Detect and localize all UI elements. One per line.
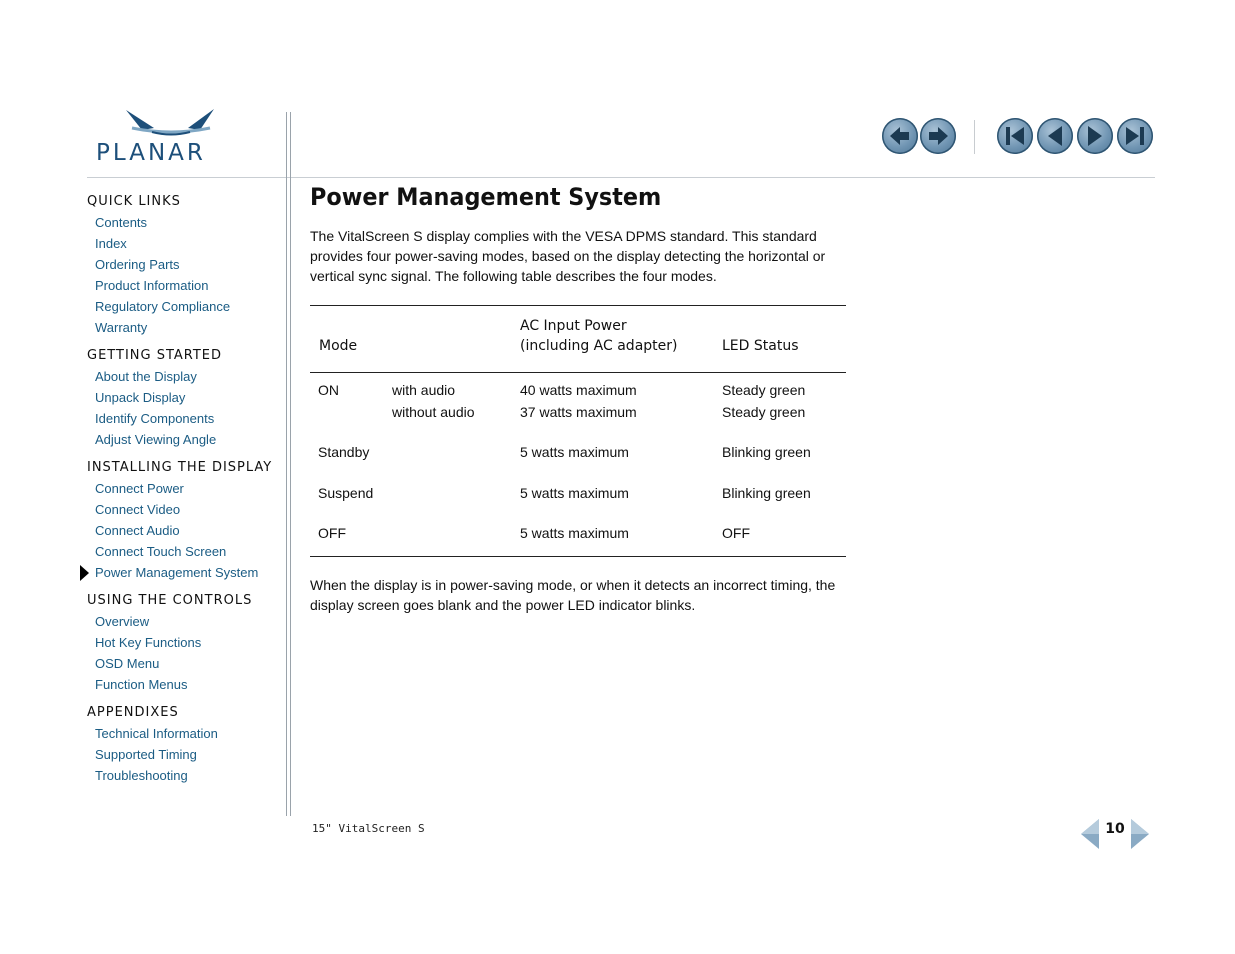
page-number: 10	[1105, 821, 1125, 837]
planar-logo-text: PLANAR	[96, 140, 206, 166]
nav-separator	[974, 120, 975, 154]
cell-led: OFF	[722, 525, 750, 541]
cell-power: 37 watts maximum	[520, 404, 637, 420]
sidebar-link-connect-video[interactable]: Connect Video	[95, 502, 181, 517]
sidebar-link-product-information[interactable]: Product Information	[95, 278, 209, 293]
sidebar-link-index[interactable]: Index	[95, 236, 127, 251]
cell-mode: ON	[318, 382, 339, 398]
sidebar-section-using-controls	[87, 591, 282, 695]
footer-next-page-button[interactable]	[1130, 818, 1150, 855]
sidebar-link-contents[interactable]: Contents	[95, 215, 148, 230]
sidebar-divider-right	[290, 112, 291, 816]
sidebar-link-unpack-display[interactable]: Unpack Display	[95, 390, 186, 405]
cell-power: 5 watts maximum	[520, 485, 629, 501]
cell-power: 5 watts maximum	[520, 525, 629, 541]
sidebar-link-supported-timing[interactable]: Supported Timing	[95, 747, 197, 762]
previous-page-button[interactable]	[1037, 118, 1073, 154]
footer-previous-page-button[interactable]	[1080, 818, 1100, 855]
section-title: USING THE CONTROLS	[87, 593, 253, 608]
forward-icon	[920, 118, 956, 154]
cell-mode: OFF	[318, 525, 346, 541]
cell-sub: without audio	[392, 404, 475, 420]
forward-button[interactable]	[920, 118, 956, 154]
first-page-icon	[997, 118, 1033, 154]
next-page-button[interactable]	[1077, 118, 1113, 154]
sidebar-link-warranty[interactable]: Warranty	[95, 320, 148, 335]
cell-mode: Suspend	[318, 485, 374, 501]
header-led-status: LED Status	[722, 338, 799, 354]
header-power-line2: (including AC adapter)	[520, 338, 678, 354]
sidebar-link-connect-power[interactable]: Connect Power	[95, 481, 184, 496]
section-title: QUICK LINKS	[87, 194, 181, 209]
sidebar-nav	[87, 192, 282, 794]
sidebar-link-connect-audio[interactable]: Connect Audio	[95, 523, 180, 538]
header-mode: Mode	[319, 338, 358, 354]
sidebar-link-technical-information[interactable]: Technical Information	[95, 726, 218, 741]
sidebar-link-osd-menu[interactable]: OSD Menu	[95, 656, 160, 671]
sidebar-section-appendixes	[87, 703, 282, 786]
table-top-rule	[310, 305, 846, 306]
planar-logo	[92, 106, 252, 168]
sidebar-section-installing	[87, 458, 282, 583]
last-page-icon	[1117, 118, 1153, 154]
back-icon	[882, 118, 918, 154]
table-bottom-rule	[310, 556, 846, 557]
last-page-button[interactable]	[1117, 118, 1153, 154]
triangle-right-icon	[1130, 818, 1150, 850]
section-title: INSTALLING THE DISPLAY	[87, 460, 273, 475]
header-divider	[87, 177, 1155, 178]
cell-led: Steady green	[722, 382, 806, 398]
sidebar-link-hot-key-functions[interactable]: Hot Key Functions	[95, 635, 202, 650]
cell-power: 40 watts maximum	[520, 382, 637, 398]
sidebar-link-adjust-viewing-angle[interactable]: Adjust Viewing Angle	[95, 432, 217, 447]
section-title: GETTING STARTED	[87, 348, 223, 363]
previous-page-icon	[1037, 118, 1073, 154]
first-page-button[interactable]	[997, 118, 1033, 154]
sidebar-link-power-management-system[interactable]: Power Management System	[87, 562, 282, 583]
sidebar-link-regulatory-compliance[interactable]: Regulatory Compliance	[95, 299, 231, 314]
intro-paragraph: The VitalScreen S display complies with the VESA DPMS standard. This standard provides four power-saving modes, based on the display detecting the horizontal or vertical sync signal. The following table describes the four modes.	[310, 228, 826, 284]
sidebar-link-identify-components[interactable]: Identify Components	[95, 411, 215, 426]
sidebar-link-connect-touch-screen[interactable]: Connect Touch Screen	[95, 544, 227, 559]
triangle-left-icon	[1080, 818, 1100, 850]
section-title: APPENDIXES	[87, 705, 179, 720]
cell-led: Steady green	[722, 404, 806, 420]
sidebar-link-troubleshooting[interactable]: Troubleshooting	[95, 768, 188, 783]
closing-paragraph: When the display is in power-saving mode, or when it detects an incorrect timing, the display screen goes blank and the power LED indicator blinks.	[310, 577, 836, 613]
sidebar-section-getting-started	[87, 346, 282, 450]
sidebar-link-ordering-parts[interactable]: Ordering Parts	[95, 257, 180, 272]
back-button[interactable]	[882, 118, 918, 154]
cell-led: Blinking green	[722, 444, 811, 460]
next-page-icon	[1077, 118, 1113, 154]
cell-mode: Standby	[318, 444, 370, 460]
cell-led: Blinking green	[722, 485, 811, 501]
sidebar-link-about-display[interactable]: About the Display	[95, 369, 197, 384]
sidebar-link-overview[interactable]: Overview	[95, 614, 150, 629]
cell-power: 5 watts maximum	[520, 444, 629, 460]
sidebar-link-function-menus[interactable]: Function Menus	[95, 677, 188, 692]
header-power-line1: AC Input Power	[520, 318, 627, 334]
cell-sub: with audio	[392, 382, 456, 398]
sidebar-divider-left	[286, 112, 287, 816]
sidebar-section-quick-links	[87, 192, 282, 338]
footer-product-name: 15" VitalScreen S	[312, 822, 425, 835]
table-header-rule	[310, 372, 846, 373]
page-title: Power Management System	[310, 183, 662, 211]
